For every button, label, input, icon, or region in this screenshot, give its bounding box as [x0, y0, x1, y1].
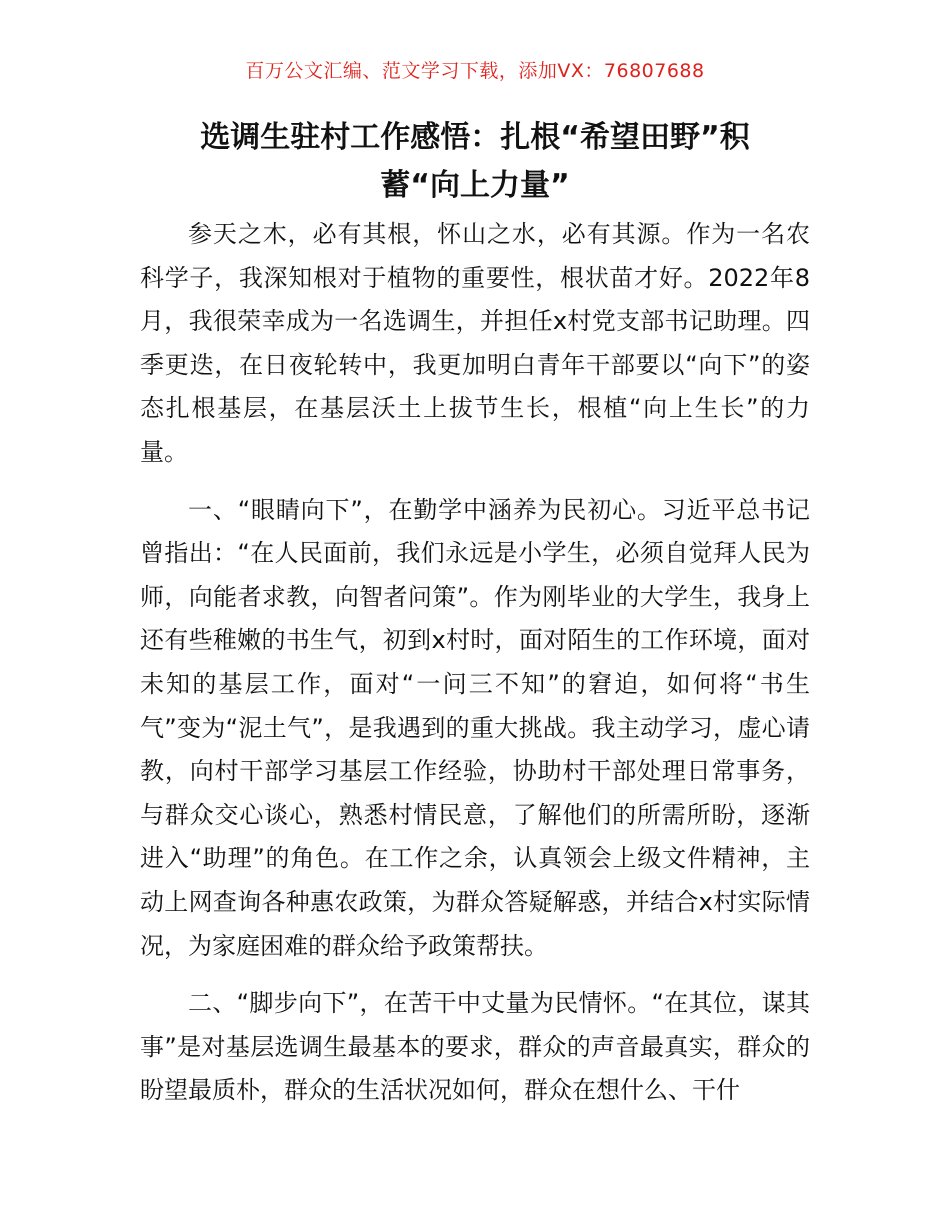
title-line-1: 选调生驻村工作感悟：扎根“希望田野”积 [200, 120, 750, 155]
title-line-2: 蓄“向上力量” [380, 168, 570, 203]
header-watermark: 百万公文汇编、范文学习下载，添加VX：76807688 [245, 60, 705, 82]
document-body [140, 213, 810, 1127]
paragraph-section-2: 二、“脚步向下”，在苦干中丈量为民情怀。“在其位，谋其事”是对基层选调生最基本的要求，群众的声音最真实，群众的盼望最质朴，群众的生活状况如何，群众在想什么、干什 [140, 989, 810, 1105]
paragraph-intro: 参天之木，必有其根，怀山之水，必有其源。作为一名农科学子，我深知根对于植物的重要性，根状苗才好。2022年8月，我很荣幸成为一名选调生，并担任x村党支部书记助理。四季更迭，在日夜轮转中，我更加明白青年干部要以“向下”的姿态扎根基层，在基层沃土上拔节生长，根植“向上生长”的力量。 [140, 220, 810, 466]
paragraph-section-1: 一、“眼睛向下”，在勤学中涵养为民初心。习近平总书记曾指出：“在人民面前，我们永远是小学生，必须自觉拜人民为师，向能者求教，向智者问策”。作为刚毕业的大学生，我身上还有些稚嫩的书生气，初到x村时，面对陌生的工作环境，面对未知的基层工作，面对“一问三不知”的窘迫，如何将“书生气”变为“泥土气”，是我遇到的重大挑战。我主动学习，虚心请教，向村干部学习基层工作经验，协助村干部处理日常事务，与群众交心谈心，熟悉村情民意，了解他们的所需所盼，逐渐进入“助理”的角色。在工作之余，认真领会上级文件精神，主动上网查询各种惠农政策，为群众答疑解惑，并结合x村实际情况，为家庭困难的群众给予政策帮扶。 [140, 495, 810, 960]
document-title [140, 114, 810, 210]
